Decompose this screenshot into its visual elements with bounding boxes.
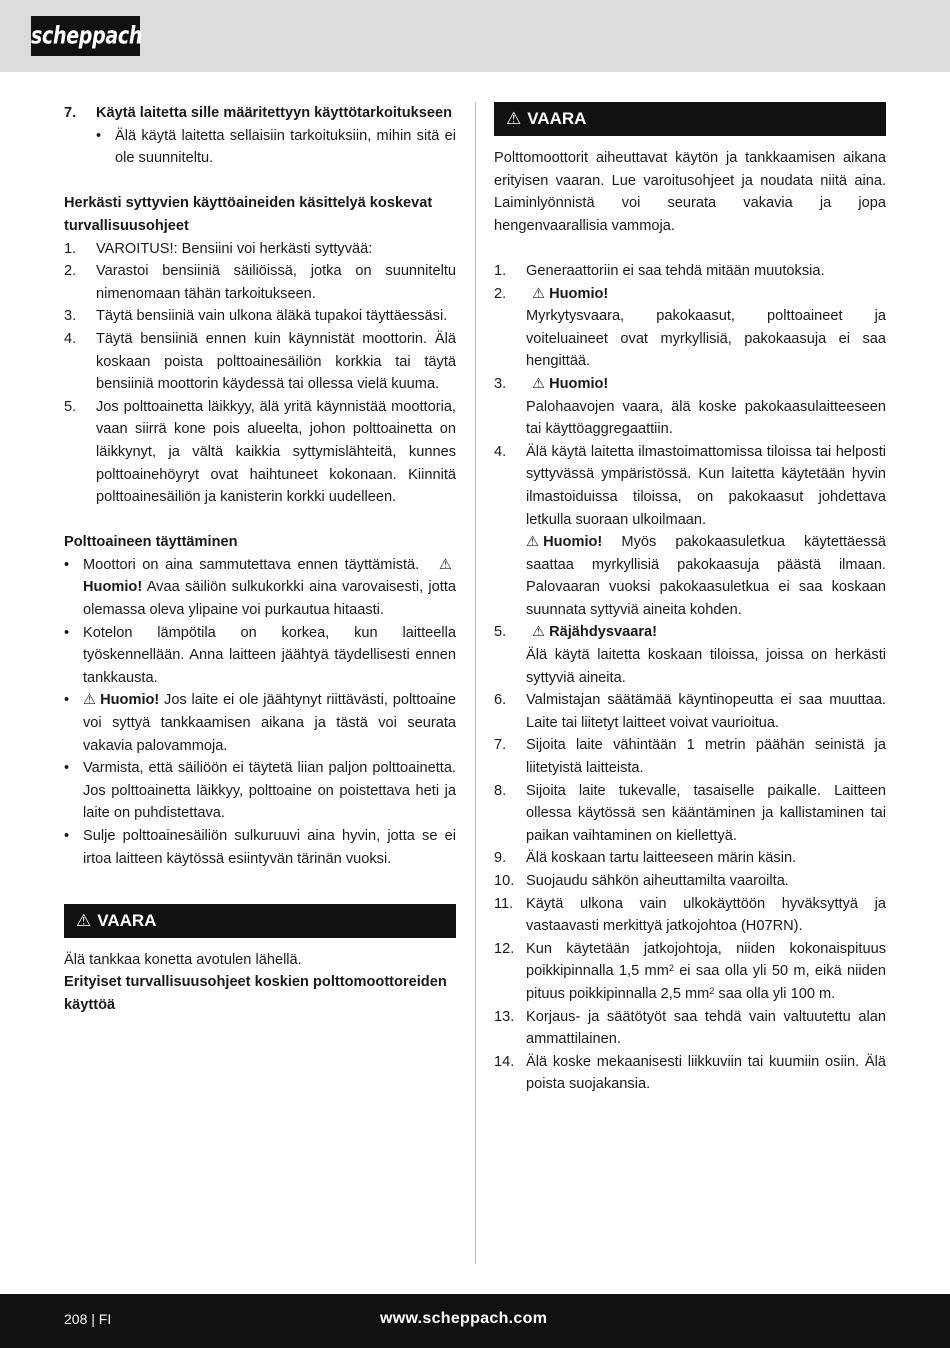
list-item: [494, 689, 886, 734]
list-item: [494, 938, 886, 1006]
warning-icon: ⚠: [76, 910, 92, 930]
warning-icon: ⚠: [526, 534, 540, 551]
list-item: [494, 260, 886, 283]
danger-intro: Polttomoottorit aiheuttavat käytön ja tankkaamisen aikana erityisen vaaran. Lue varoitusohjeet ja noudata niitä aina. Laiminlyönnistä voi seurata vakavia ja jopa hengenvaarallisia vammoja.: [494, 150, 886, 234]
item-text: Generaattoriin ei saa tehdä mitään muutoksia.: [526, 262, 825, 279]
bullet-icon: •: [64, 760, 70, 777]
item-number: 4.: [64, 330, 77, 347]
list-item: [64, 396, 456, 509]
danger-text: Älä tankkaa konetta avotulen lähellä.: [64, 951, 302, 968]
item-text: Kun käytetään jatkojohtoja, niiden kokonaispituus poikkipinnalla 1,5 $mm^2$ ei saa olla yli 50 m, eikä niiden pituus poikkipinnalla 2,5 $mm^2$ saa olla yli 100 m.: [526, 940, 886, 1002]
item-number: 7.: [494, 737, 507, 754]
list-item: [494, 283, 886, 373]
warning-icon: ⚠: [532, 624, 546, 641]
list-item: [494, 1051, 886, 1096]
item-text: ⚠ Huomio! Jos laite ei ole jäähtynyt riittävästi, polttoaine voi syttyä tankkaamisen aikana ja tästä voi seurata vakavia palovammoja.: [83, 689, 456, 757]
item-text: Korjaus- ja säätötyöt saa tehdä vain valtuutettu alan ammattilainen.: [526, 1008, 886, 1048]
header-bar: [0, 0, 950, 72]
item-text: ⚠ Räjähdysvaara! Älä käytä laitetta koskaan tiloissa, joissa on herkästi syttyviä aineita.: [526, 621, 886, 689]
footer-bar: [0, 1294, 950, 1348]
item-text: Kotelon lämpötila on korkea, kun laitteella työskennellään. Anna laitteen jäähtyä täydellisesti ennen tankkausta.: [83, 624, 456, 686]
list-item: [494, 734, 886, 779]
superscript: 2: [709, 985, 715, 996]
section-heading: Polttoaineen täyttäminen: [64, 534, 238, 551]
list-item: [64, 328, 456, 396]
item-text: ⚠ Huomio! Myrkytysvaara, pakokaasut, polttoaineet ja voiteluaineet ovat myrkyllisiä, pakokaasuja ei saa hengittää.: [526, 283, 886, 373]
warning-icon: ⚠: [506, 109, 522, 128]
item-number: 2.: [494, 285, 507, 302]
right-column: [494, 102, 886, 1096]
list-item: [64, 238, 456, 261]
item-number: 11.: [494, 895, 514, 912]
item-number: 4.: [494, 443, 507, 460]
list-item: [64, 554, 456, 622]
item-number: 1.: [64, 240, 77, 257]
warning-label: ⚠ Huomio!: [532, 376, 608, 392]
item-text: Jos polttoainetta läikkyy, älä yritä käynnistää moottoria, vaan siirrä kone pois alueelta, johon polttoainetta on läikkynyt, ja vältä kaikkia syttymislähteitä, kunnes polttoainehöyryt ovat haihtuneet kokonaan. Kiinnitä polttoainesäiliön ja kanisterin korkki uudelleen.: [96, 398, 456, 506]
list-item: [494, 870, 886, 893]
warning-icon: ⚠: [532, 375, 546, 392]
fuel-list: [64, 238, 456, 509]
safety-list: [494, 260, 886, 1096]
item-text: Varastoi bensiiniä säiliöissä, jotka on suunniteltu nimenomaan tähän tarkoitukseen.: [96, 263, 456, 302]
item-number: 12.: [494, 940, 515, 957]
list-item: [64, 689, 456, 757]
list-item: [494, 621, 886, 689]
bullet-icon: •: [64, 828, 70, 844]
list-item: [494, 1006, 886, 1051]
list-item: [64, 825, 456, 870]
page-number: 208 | FI: [64, 1311, 112, 1327]
bullet-icon: •: [64, 624, 70, 641]
item-text: Suojaudu sähkön aiheuttamilta vaaroilta.: [526, 873, 789, 889]
item-text: Varmista, että säiliöön ei täytetä liian paljon polttoainetta. Jos polttoainetta läikkyy, polttoaine on poistettava heti ja laite on puhdistettava.: [83, 760, 456, 822]
section-heading: Herkästi syttyvien käyttöaineiden käsittelyä koskevat turvallisuusohjeet: [64, 195, 433, 234]
superscript: 2: [668, 963, 674, 974]
item-number: 5.: [494, 624, 507, 641]
item-number: 1.: [494, 262, 507, 279]
section-heading: Erityiset turvallisuusohjeet koskien polttomoottoreiden käyttöä: [64, 974, 447, 1013]
item-number: 10.: [494, 873, 515, 889]
item-number: 3.: [64, 308, 77, 325]
warning-label: ⚠ Huomio!: [526, 534, 602, 550]
item-number: 14.: [494, 1053, 515, 1070]
item-text: Käytä ulkona vain ulkokäyttöön hyväksyttyä ja vastaavasti merkittyä jatkojohtoa (H07RN).: [526, 895, 886, 935]
list-item: [64, 757, 456, 825]
item-number: 3.: [494, 375, 507, 392]
list-item: [494, 847, 886, 870]
item-text: Älä koskaan tartu laitteeseen märin käsin.: [526, 850, 797, 867]
item-text: Sijoita laite tukevalle, tasaiselle paikalle. Laitteen ollessa käytössä sen kääntäminen ja kallistaminen tai paikan vaihtaminen on kiellettyä.: [526, 782, 886, 844]
list-item: [64, 305, 456, 328]
danger-banner: ⚠ VAARA: [494, 102, 886, 136]
item-number: 5.: [64, 398, 77, 415]
column-divider: [475, 102, 476, 1264]
item-title: Käytä laitetta sille määritettyyn käyttötarkoitukseen: [96, 105, 453, 121]
item-number: 8.: [494, 782, 507, 799]
bullet-icon: •: [64, 556, 70, 573]
list-item: [494, 780, 886, 848]
item-number: 13.: [494, 1008, 515, 1025]
list-item: [64, 622, 456, 690]
item-number: 6.: [494, 692, 507, 709]
item-number: 9.: [494, 850, 507, 867]
item-text: Valmistajan säätämää käyntinopeutta ei saa muuttaa. Laite tai liitetyt laitteet voivat vaurioitua.: [526, 692, 886, 731]
bullet-icon: •: [96, 127, 102, 144]
item-number: 7.: [64, 105, 77, 121]
item-text: ⚠ Huomio! Palohaavojen vaara, älä koske pakokaasulaitteeseen tai käyttöaggregaattiin.: [526, 373, 886, 441]
warning-label: ⚠Huomio!: [83, 557, 456, 596]
item-text: Älä koske mekaanisesti liikkuviin tai kuumiin osiin. Älä poista suojakansia.: [526, 1053, 886, 1093]
warning-line: [526, 621, 886, 644]
danger-banner: ⚠ VAARA: [64, 904, 456, 938]
warning-line: [526, 283, 886, 306]
item-text: Moottori on aina sammutettava ennen täyttämistä. ⚠Huomio! Avaa säiliön sulkukorkki aina varovaisesti, jotta olemassa oleva ylipaine voi purkautua hitaasti.: [83, 554, 456, 622]
refuel-list: [64, 554, 456, 870]
item-text: Älä käytä laitetta ilmastoimattomissa tiloissa tai helposti syttyvässä ympäristössä. Kun laitetta käytetään hyvin ilmastoiduissa tiloissa, on pakokaasut johdettava letkulla suoraan ulkoilmaan. ⚠ Huomio! Myös pakokaasuletkua käytettäessä saattaa myrkyllisiä pakokaasuja päästä ilmaan. Palovaaran vuoksi pakokaasuletkua ei saa koskaan suunnata syttyviä aineita kohden.: [526, 441, 886, 622]
warning-paragraph: ⚠ Huomio! Myös pakokaasuletkua käytettäessä saattaa myrkyllisiä pakokaasuja päästä ilmaan. Palovaaran vuoksi pakokaasuletkua ei saa koskaan suunnata syttyviä aineita kohden.: [526, 531, 886, 621]
left-column: [64, 102, 456, 1017]
list-item: [494, 893, 886, 938]
item-text: Sijoita laite vähintään 1 metrin päähän seinistä ja liitetyistä laitteista.: [526, 737, 886, 777]
item-text: Täytä bensiiniä ennen kuin käynnistät moottorin. Älä koskaan poista polttoainesäiliön korkkia tai täytä bensiiniä moottorin käydessä tai ollessa vielä kuuma.: [96, 330, 456, 393]
warning-icon: ⚠: [438, 556, 453, 573]
sub-bullet: • Älä käytä laitetta sellaisiin tarkoituksiin, mihin sitä ei ole suunniteltu.: [64, 125, 456, 170]
bullet-icon: •: [64, 692, 70, 709]
warning-label: ⚠ Huomio!: [532, 286, 608, 302]
item-number: 2.: [64, 263, 77, 280]
warning-icon: ⚠: [532, 285, 546, 302]
warning-label: ⚠ Räjähdysvaara!: [532, 624, 657, 640]
list-item: [494, 441, 886, 622]
list-item: [494, 373, 886, 441]
brand-logo: scheppach: [31, 16, 140, 56]
item-text: Täytä bensiiniä vain ulkona äläkä tupakoi täyttäessäsi.: [96, 308, 448, 325]
warning-label: ⚠ Huomio!: [83, 692, 159, 708]
warning-line: [526, 373, 886, 396]
list-item: [64, 260, 456, 305]
website-link[interactable]: www.scheppach.com: [380, 1310, 548, 1327]
warning-icon: ⚠: [83, 692, 97, 709]
item-text: Sulje polttoainesäiliön sulkuruuvi aina hyvin, jotta se ei irtoa laitteen käytössä esiintyvän tärinän vuoksi.: [83, 828, 456, 867]
list-item: [64, 102, 456, 125]
item-text: VAROITUS!: Bensiini voi herkästi syttyvää:: [96, 240, 373, 257]
